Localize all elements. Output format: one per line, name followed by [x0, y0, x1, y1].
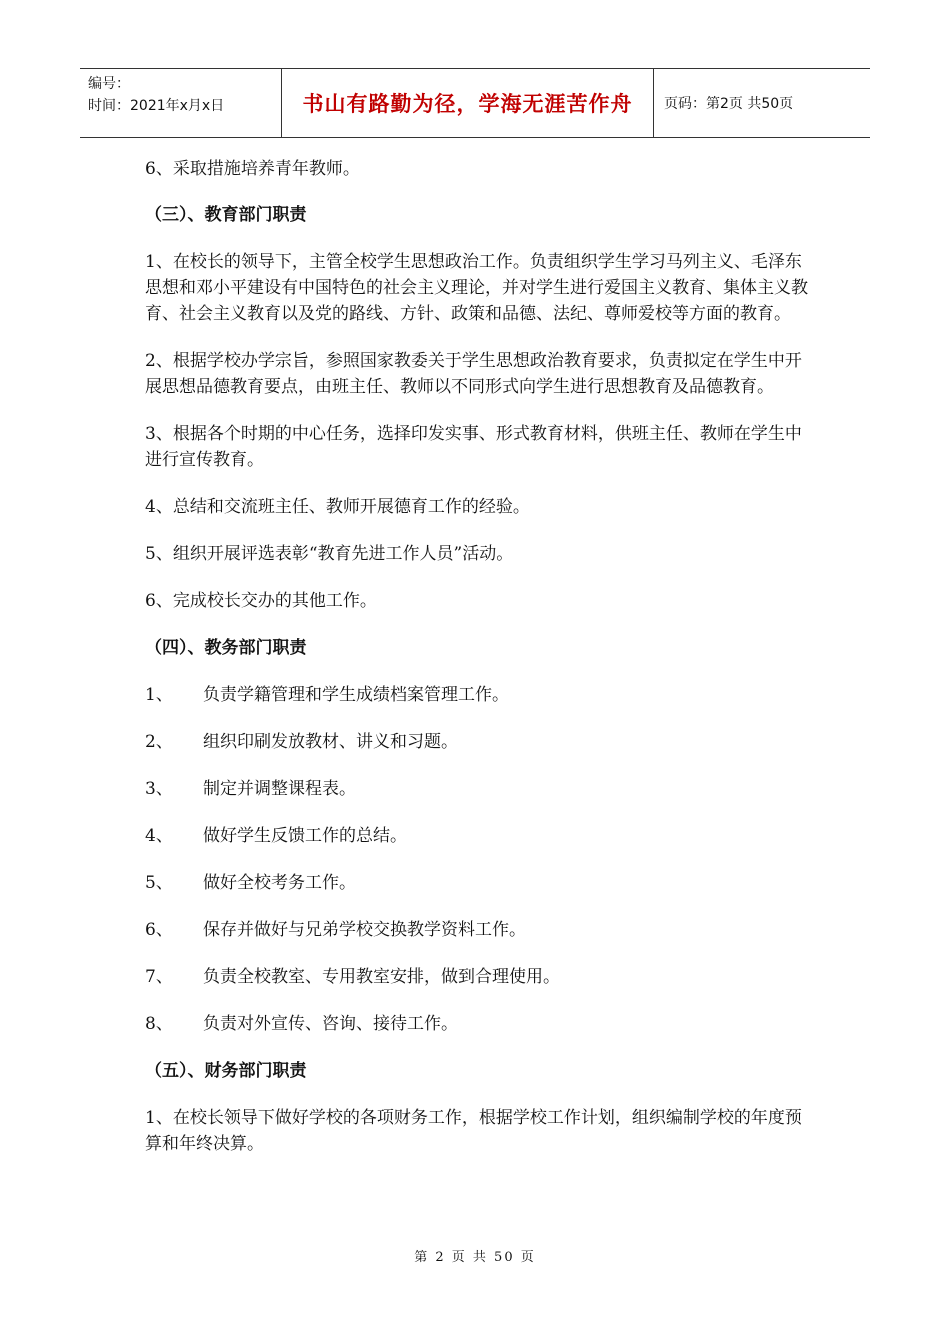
list-number: 2、 [145, 732, 173, 752]
header-motto-cell [282, 69, 654, 137]
motto: 书山有路勤为径，学海无涯苦作舟 [302, 92, 633, 116]
paragraph: 1、在校长领导下做好学校的各项财务工作，根据学校工作计划，组织编制学校的年度预算和年终决算。 [145, 1108, 802, 1154]
section-heading-4: （四）、教务部门职责 [145, 638, 307, 658]
paragraph: 5、组织开展评选表彰“教育先进工作人员”活动。 [145, 544, 514, 564]
list-number: 5、 [145, 873, 173, 893]
page-footer: 第 2 页 共 50 页 [414, 1250, 536, 1265]
list-text: 做好学生反馈工作的总结。 [203, 826, 407, 846]
paragraph: 6、完成校长交办的其他工作。 [145, 591, 377, 611]
list-text: 组织印刷发放教材、讲义和习题。 [203, 732, 458, 752]
paragraph: 4、总结和交流班主任、教师开展德育工作的经验。 [145, 497, 530, 517]
header-meta [80, 69, 282, 137]
paragraph: 6、采取措施培养青年教师。 [145, 159, 360, 179]
section-heading-3: （三）、教育部门职责 [145, 205, 307, 225]
list-item [145, 964, 815, 990]
list-item [145, 870, 815, 896]
code-label: 编号： [88, 76, 130, 92]
list-item [145, 682, 815, 708]
list-text: 负责对外宣传、咨询、接待工作。 [203, 1014, 458, 1034]
list-number: 8、 [145, 1014, 173, 1034]
list-text: 负责学籍管理和学生成绩档案管理工作。 [203, 685, 509, 705]
date-label: 时间：2021年x月x日 [88, 98, 225, 114]
paragraph: 3、根据各个时期的中心任务，选择印发实事、形式教育材料，供班主任、教师在学生中进行宣传教育。 [145, 424, 802, 470]
list-text: 负责全校教室、专用教室安排，做到合理使用。 [203, 967, 560, 987]
list-item [145, 776, 815, 802]
list-item [145, 917, 815, 943]
list-number: 3、 [145, 779, 173, 799]
list-text: 制定并调整课程表。 [203, 779, 356, 799]
list-number: 4、 [145, 826, 173, 846]
paragraph: 1、在校长的领导下，主管全校学生思想政治工作。负责组织学生学习马列主义、毛泽东思想和邓小平建设有中国特色的社会主义理论，并对学生进行爱国主义教育、集体主义教育、社会主义教育以及党的路线、方针、政策和品德、法纪、尊师爱校等方面的教育。 [145, 252, 808, 324]
list-text: 保存并做好与兄弟学校交换教学资料工作。 [203, 920, 526, 940]
list-item [145, 729, 815, 755]
document-body [145, 154, 815, 1157]
list-number: 6、 [145, 920, 173, 940]
list-item [145, 823, 815, 849]
list-text: 做好全校考务工作。 [203, 873, 356, 893]
list-item [145, 1011, 815, 1037]
list-number: 1、 [145, 685, 173, 705]
section-heading-5: （五）、财务部门职责 [145, 1061, 307, 1081]
page-info: 页码：第2页 共50页 [664, 96, 794, 112]
header-page-cell [654, 69, 870, 137]
paragraph: 2、根据学校办学宗旨，参照国家教委关于学生思想政治教育要求，负责拟定在学生中开展思想品德教育要点，由班主任、教师以不同形式向学生进行思想教育及品德教育。 [145, 351, 802, 397]
list-number: 7、 [145, 967, 173, 987]
page-header [80, 68, 870, 138]
